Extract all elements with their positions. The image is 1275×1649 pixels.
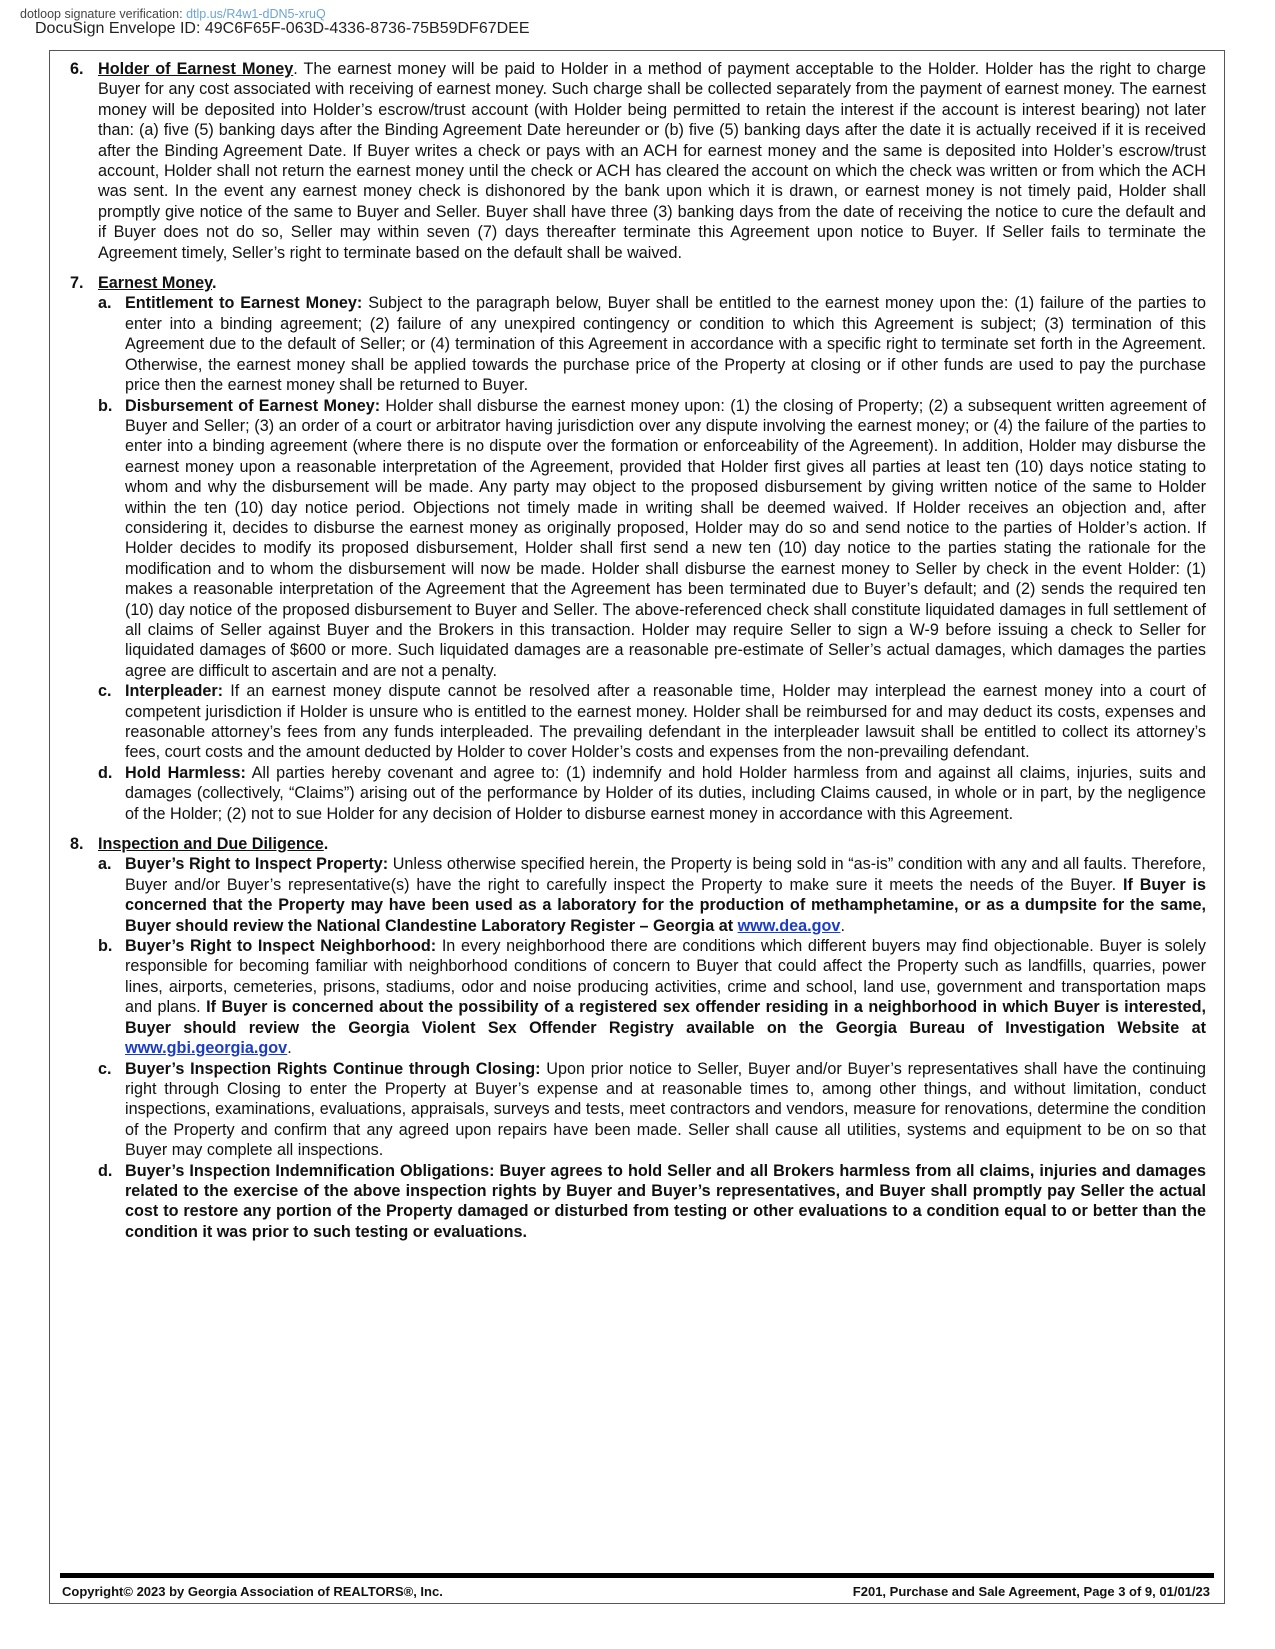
section-heading: Inspection and Due Diligence <box>98 835 324 854</box>
subsection-letter: b. <box>98 396 113 415</box>
subsection-letter: d. <box>98 763 113 782</box>
subsection-text: Unless otherwise specified herein, the Property is being sold in “as-is” condition with any and all faults. Therefore, Buyer and/or Buyer’s representative(s) have the right to carefully inspect the Property to make sure it meets the needs of the Buyer. <box>125 855 1206 894</box>
form-page-info: F201, Purchase and Sale Agreement, Page 3 of 9, 01/01/23 <box>852 1584 1210 1599</box>
subsection-text: If an earnest money dispute cannot be resolved after a reasonable time, Holder may interplead the earnest money into a court of competent jurisdiction if Holder is unsure who is entitled to the earnest money. Holder shall be reimbursed for and may deduct its costs, expenses and reasonable attorney’s fees from any funds interpleaded. The prevailing defendant in the interpleader lawsuit shall be entitled to collect its attorney’s fees, court costs and the amount deducted by Holder to cover Holder’s costs and expenses from the non-prevailing defendant. <box>125 682 1206 762</box>
subsection-letter: a. <box>98 855 112 874</box>
subsection-title: Interpleader: <box>125 682 224 701</box>
subsection-text: Holder shall disburse the earnest money upon: (1) the closing of Property; (2) a subsequent written agreement of Buyer and Seller; (3) an order of a court or arbitrator having jurisdiction over any dispute involving the earnest money; or (4) the failure of the parties to enter into a binding agreement (where there is no dispute over the formation or enforceability of the Agreement). In addition, Holder may disburse the earnest money upon a reasonable interpretation of the Agreement, provided that Holder first gives all parties at least ten (10) days notice stating to whom and why the disbursement will be made. Any party may object to the proposed disbursement by giving written notice of the same to Holder within the ten (10) day notice period. Objections not timely made in writing shall be deemed waived. If Holder receives an objection and, after considering it, decides to disburse the earnest money as originally proposed, Holder may do so and send notice to the parties of Holder’s action. If Holder decides to modify its proposed disbursement, Holder shall first send a new ten (10) day notice to the parties stating the rationale for the modification and to whom the disbursement will now be made. Holder shall disburse the earnest money to Seller by check in the event Holder: (1) makes a reasonable interpretation of the Agreement that the Agreement has been terminated due to Buyer’s default; and (2) sends the required ten (10) day notice of the proposed disbursement to Buyer and Seller. The above-referenced check shall constitute liquidated damages in full settlement of all claims of Seller against Buyer and the Brokers in this transaction. Holder may require Seller to sign a W-9 before issuing a check to Seller for liquidated damages of $600 or more. Such liquidated damages are a reasonable pre-estimate of Seller’s actual damages, which damages the parties agree are difficult to ascertain and are not a penalty. <box>125 396 1206 680</box>
subsection-text: All parties hereby covenant and agree to: (1) indemnify and hold Holder harmless from and against all claims, injuries, suits and damages (collectively, “Claims”) arising out of the performance by Holder of its duties, including Claims caused, in whole or in part, by the negligence of the Holder; (2) not to sue Holder for any decision of Holder to disburse earnest money in accordance with this Agreement. <box>125 763 1207 823</box>
heading-period: . <box>211 274 217 293</box>
subsection-title: Buyer’s Right to Inspect Neighborhood: <box>125 937 437 956</box>
subsection-7d <box>98 763 1206 824</box>
subsection-letter: b. <box>98 937 113 956</box>
subsection-text: In every neighborhood there are conditions which different buyers may find objectionable. Buyer is solely responsible for becoming familiar with neighborhood conditions of concern to Buyer that could affect the Property such as landfills, quarries, power lines, airports, cemeteries, prisons, stadiums, odor and noise producing activities, crime and school, land use, government and transportation maps and plans. <box>125 937 1206 1017</box>
dea-link[interactable]: www.dea.gov <box>737 916 841 935</box>
section-number: 7. <box>70 274 84 293</box>
punctuation: . <box>840 916 845 935</box>
subsection-letter: c. <box>98 682 112 701</box>
section-number: 6. <box>70 60 84 78</box>
subsection-7a <box>98 293 1206 395</box>
subsection-letter: a. <box>98 294 112 313</box>
punctuation: . <box>287 1039 292 1058</box>
subsection-letter: d. <box>98 1161 113 1180</box>
section-heading: Holder of Earnest Money <box>98 60 294 78</box>
section-6 <box>70 59 1206 263</box>
verification-link[interactable]: dtlp.us/R4w1-dDN5-xruQ <box>186 7 326 21</box>
subsection-title: Hold Harmless: <box>125 763 246 782</box>
section-text: . The earnest money will be paid to Holder in a method of payment acceptable to the Holder. Holder has the right to charge Buyer for any cost associated with receiving of earnest money. Such charge shall be collected separately from the payment of earnest money. The earnest money will be deposited into Holder’s escrow/trust account (with Holder being permitted to retain the interest if the account is interest bearing) not later than: (a) five (5) banking days after the Binding Agreement Date hereunder or (b) five (5) banking days after the date it is actually received if it is received after the Binding Agreement Date. If Buyer writes a check or pays with an ACH for earnest money and the same is deposited into Holder’s escrow/trust account, Holder shall not return the earnest money until the check or ACH has cleared the account on which the check was written or from which the ACH was sent. In the event any earnest money check is dishonored by the bank upon which it is drawn, or earnest money is not timely paid, Holder shall promptly give notice of the same to Buyer and Seller. Buyer shall have three (3) banking days from the date of receiving the notice to cure the default and if Buyer does not do so, Seller may within seven (7) days thereafter terminate this Agreement upon notice to Buyer. If Seller fails to terminate the Agreement timely, Seller’s right to terminate based on the default shall be waived. <box>98 60 1206 262</box>
page-footer <box>62 1584 1210 1599</box>
section-7 <box>70 273 1206 824</box>
subsection-bold-text: Buyer agrees to hold Seller and all Brokers harmless from all claims, injuries and damages related to the exercise of the above inspection rights by Buyer and Buyer’s representatives, and Buyer shall promptly pay Seller the actual cost to restore any portion of the Property damaged or disturbed from testing or other evaluations to a condition equal to or better than the condition it was prior to such testing or evaluations. <box>125 1161 1207 1241</box>
copyright-notice: Copyright© 2023 by Georgia Association of REALTORS®, Inc. <box>62 1584 443 1599</box>
subsection-8b <box>98 936 1206 1058</box>
subsection-7c <box>98 681 1206 763</box>
subsection-text: Upon prior notice to Seller, Buyer and/or Buyer’s representatives shall have the continuing right through Closing to enter the Property at Buyer’s expense and at reasonable times to, among other things, and without limitation, conduct inspections, examinations, evaluations, appraisals, surveys and tests, meet contractors and vendors, measure for renovations, determine the condition of the Property and confirm that any agreed upon repairs have been made. Seller shall cause all utilities, systems and equipment to be on so that Buyer may complete all inspections. <box>125 1059 1206 1160</box>
document-page <box>49 50 1225 1604</box>
subsection-8d <box>98 1161 1206 1243</box>
subsection-title: Buyer’s Inspection Rights Continue through Closing: <box>125 1059 541 1078</box>
subsection-title: Buyer’s Right to Inspect Property: <box>125 855 389 874</box>
signature-verification <box>20 7 326 21</box>
envelope-id: DocuSign Envelope ID: 49C6F65F-063D-4336-8736-75B59DF67DEE <box>35 20 530 37</box>
subsection-7b <box>98 396 1206 682</box>
verification-label: dotloop signature verification: <box>20 7 183 21</box>
subsection-8a <box>98 854 1206 936</box>
section-8 <box>70 834 1206 1242</box>
subsection-bold-text: If Buyer is concerned that the Property may have been used as a laboratory for the production of methamphetamine, or as a dumpsite for the same, Buyer should review the National Clandestine Laboratory Register – Georgia at <box>125 875 1206 935</box>
subsection-8c <box>98 1059 1206 1161</box>
footer-rule <box>60 1573 1214 1578</box>
subsection-title: Disbursement of Earnest Money: <box>125 396 381 415</box>
subsection-title: Entitlement to Earnest Money: <box>125 294 363 313</box>
heading-period: . <box>323 835 329 854</box>
section-number: 8. <box>70 835 84 854</box>
section-heading: Earnest Money <box>98 274 212 293</box>
subsection-bold-text: If Buyer is concerned about the possibility of a registered sex offender residing in a neighborhood in which Buyer is interested, Buyer should review the Georgia Violent Sex Offender Registry available on the Georgia Bureau of Investigation Website at <box>125 998 1206 1037</box>
subsection-letter: c. <box>98 1059 112 1078</box>
gbi-link[interactable]: www.gbi.georgia.gov <box>125 1039 288 1058</box>
document-body <box>70 59 1206 1252</box>
subsection-text: Subject to the paragraph below, Buyer shall be entitled to the earnest money upon the: (1) failure of the parties to enter into a binding agreement; (2) failure of any unexpired contingency or condition to which this Agreement is subject; (3) termination of this Agreement due to the default of Seller; or (4) termination of this Agreement in accordance with a specific right to terminate set forth in the Agreement. Otherwise, the earnest money shall be applied towards the purchase price of the Property at closing or if other funds are used to pay the purchase price then the earnest money shall be returned to Buyer. <box>125 294 1206 395</box>
subsection-title: Buyer’s Inspection Indemnification Obligations: <box>125 1161 495 1180</box>
